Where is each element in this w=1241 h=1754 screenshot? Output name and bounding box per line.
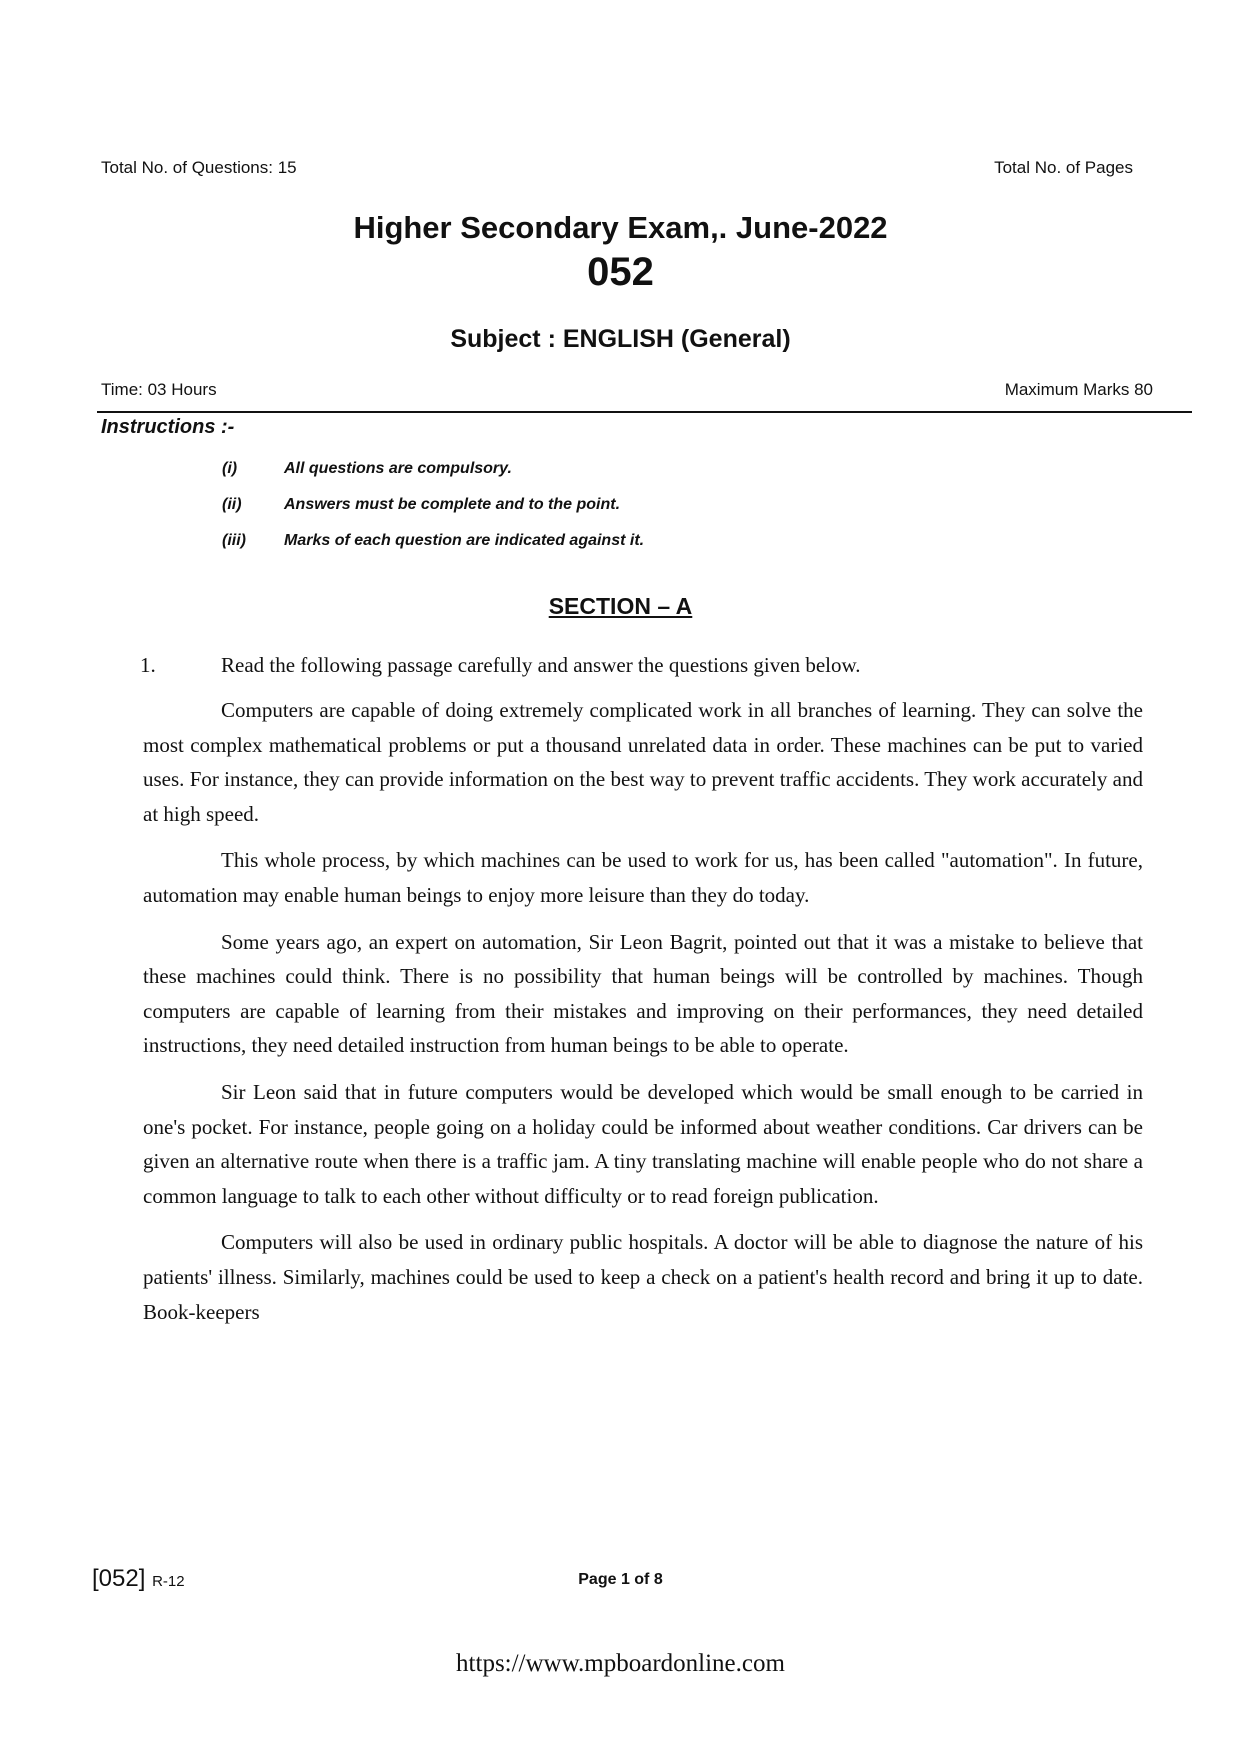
instruction-item [222,460,644,496]
instruction-number: (ii) [222,496,242,513]
passage-paragraph: This whole process, by which machines can be used to work for us, has been called "automation". In future, automation may enable human beings to enjoy more leisure than they do today. [143,848,1143,907]
instructions-heading: Instructions :- [101,416,235,438]
passage-paragraph: Computers are capable of doing extremely complicated work in all branches of learning. They can solve the most complex mathematical problems or put a thousand unrelated data in order. These machines can be put to varied uses. For instance, they can provide information on the best way to prevent traffic accidents. They work accurately and at high speed. [143,698,1143,826]
total-pages: Total No. of Pages [994,158,1133,177]
subject-title: Subject : ENGLISH (General) [450,325,791,353]
exam-title: Higher Secondary Exam,. June-2022 [353,210,888,245]
reading-passage [143,693,1143,1341]
header-divider [97,411,1192,413]
instruction-item [222,496,644,532]
instruction-text: Answers must be complete and to the point. [284,496,621,513]
passage-paragraph: Sir Leon said that in future computers would be developed which would be small enough to be carried in one's pocket. For instance, people going on a holiday could be informed about weather conditions. Car drivers can be given an alternative route when there is a traffic jam. A tiny translating machine will enable people who do not share a common language to talk to each other without difficulty or to read foreign publication. [143,1079,1143,1208]
source-url: https://www.mpboardonline.com [456,1650,785,1677]
instruction-number: (i) [222,460,238,477]
instruction-text: All questions are compulsory. [284,460,512,477]
footer-code: [052] [92,1565,146,1592]
exam-duration: Time: 03 Hours [101,380,217,399]
footer-revision: R-12 [152,1573,185,1590]
passage-paragraph: Computers will also be used in ordinary public hospitals. A doctor will be able to diagnose the nature of his patients' illness. Similarly, machines could be used to keep a check on a patient's health record and bring it up to date. Book-keepers [143,1230,1143,1324]
paper-code: 052 [587,250,654,294]
instructions-list [222,460,644,568]
question-number: 1. [140,653,156,677]
passage-paragraph: Some years ago, an expert on automation, Sir Leon Bagrit, pointed out that it was a mistake to believe that these machines could think. There is no possibility that human beings will be controlled by machines. Though computers are capable of learning from their mistakes and improving on their performances, they need detailed instructions, they need detailed instruction from human beings to be able to operate. [143,929,1143,1058]
question-prompt: Read the following passage carefully and answer the questions given below. [221,653,861,677]
total-questions: Total No. of Questions: 15 [101,158,297,177]
maximum-marks: Maximum Marks 80 [1004,380,1153,399]
instruction-text: Marks of each question are indicated against it. [284,532,645,549]
page-number: Page 1 of 8 [578,1571,663,1588]
instruction-number: (iii) [222,532,246,549]
instruction-item [222,532,644,568]
section-title: SECTION – A [548,593,693,619]
